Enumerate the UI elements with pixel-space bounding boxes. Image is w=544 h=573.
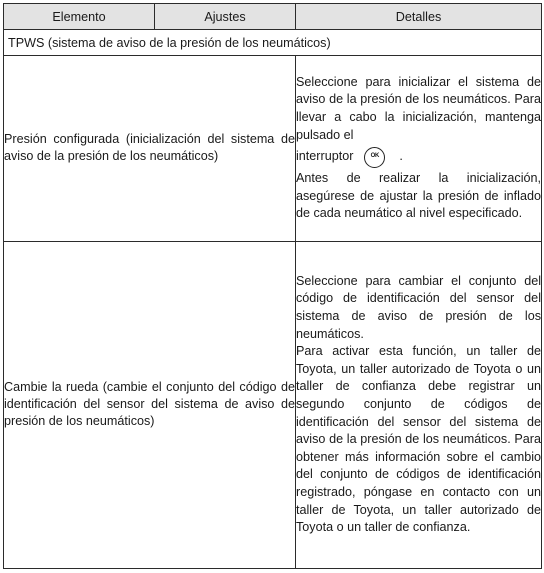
element-cell: Cambie la rueda (cambie el conjunto del código de identificación del sensor del sistema de aviso de presión de los neumáticos) xyxy=(4,241,296,568)
section-title: TPWS (sistema de aviso de la presión de los neumáticos) xyxy=(4,30,542,56)
element-cell: Presión configurada (inicialización del sistema de aviso de la presión de los neumáticos) xyxy=(4,56,296,241)
period-text: . xyxy=(399,149,403,164)
table-row xyxy=(4,56,542,241)
table-row xyxy=(4,241,542,568)
header-detalles: Detalles xyxy=(296,4,542,30)
details-text: Seleccione para cambiar el conjunto del código de identificación del sensor del sistema de aviso de presión de los neumáticos. xyxy=(296,273,541,341)
switch-line xyxy=(296,145,541,169)
header-row xyxy=(4,4,542,30)
details-cell xyxy=(296,241,542,568)
settings-table xyxy=(3,3,542,569)
details-text: Seleccione para inicializar el sistema de aviso de la presión de los neumáticos. Para llevar a cabo la inicialización, mantenga pulsado el xyxy=(296,74,541,142)
details-cell xyxy=(296,56,542,241)
header-elemento: Elemento xyxy=(4,4,155,30)
details-note: Antes de realizar la inicialización, asegúrese de ajustar la presión de inflado de cada neumático al nivel especificado. xyxy=(296,171,541,221)
switch-label: interruptor xyxy=(296,149,354,164)
ok-icon-text: OK xyxy=(370,153,380,160)
details-note: Para activar esta función, un taller de Toyota, un taller autorizado de Toyota o un taller de confianza debe registrar un segundo conjunto de códigos de identificación del sensor del sistema de aviso de la presión de los neumáticos. Para obtener más información sobre el cambio del conjunto de códigos de identificación registrado, póngase en contacto con un taller de Toyota, un taller autorizado de Toyota o un taller de confianza. xyxy=(296,344,541,535)
header-ajustes: Ajustes xyxy=(155,4,296,30)
section-row xyxy=(4,30,542,56)
ok-button-icon xyxy=(364,147,385,168)
